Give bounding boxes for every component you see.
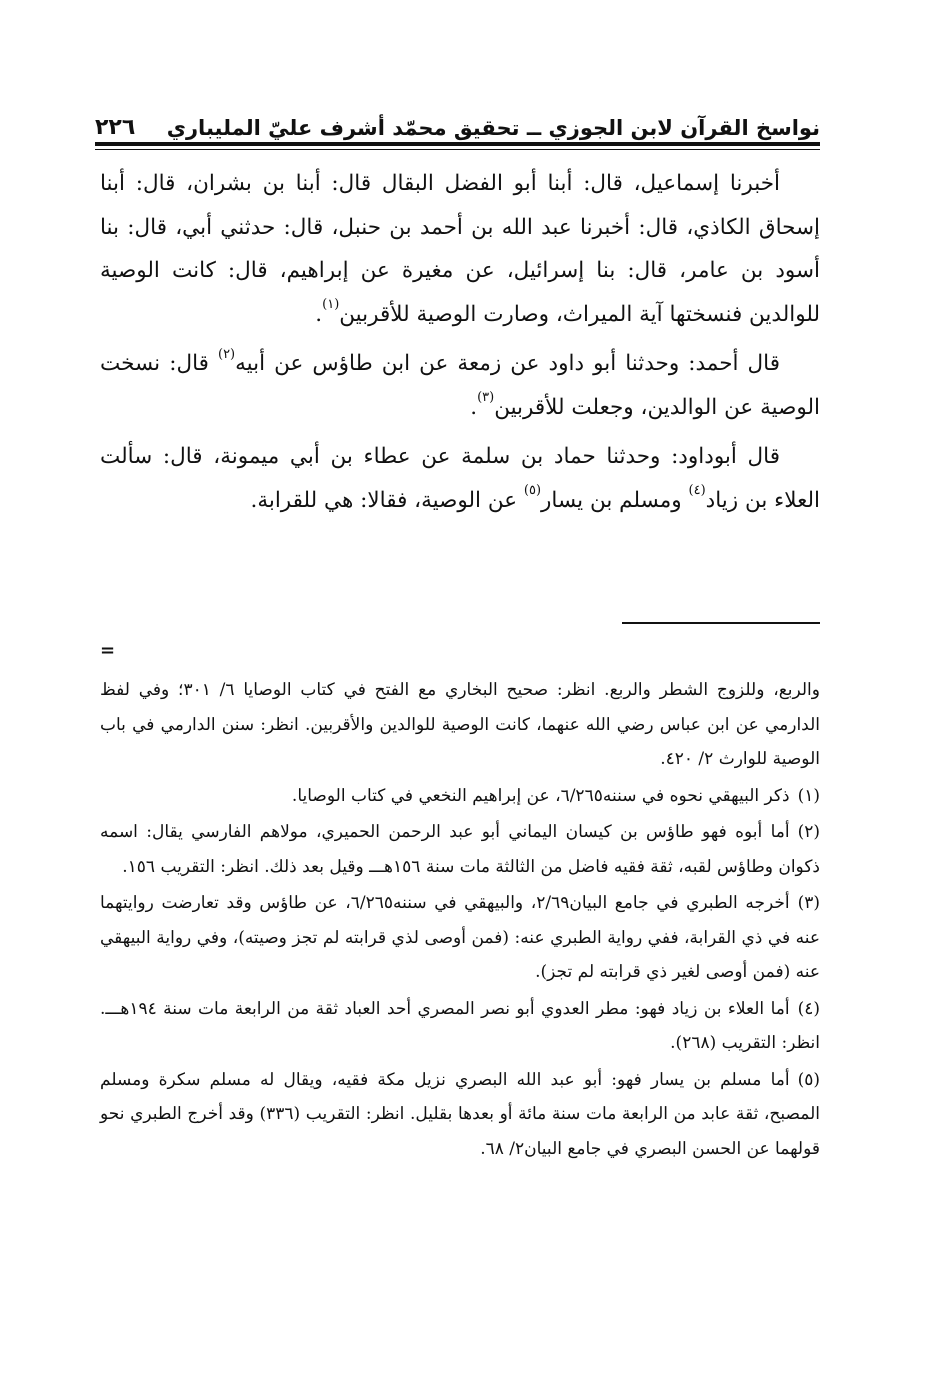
paragraph-text: قال أحمد: وحدثنا أبو داود عن زمعة عن ابن طاؤس عن أبيه bbox=[235, 351, 781, 376]
footnote-number: (٣) bbox=[797, 893, 821, 913]
footnote-separator bbox=[622, 622, 820, 624]
paragraph bbox=[100, 162, 820, 336]
continuation-mark: = bbox=[100, 640, 116, 661]
footnote bbox=[100, 992, 820, 1061]
footnote-marker: (٣) bbox=[477, 390, 495, 406]
footnote-continuation: والربع، وللزوج الشطر والربع. انظر: صحيح البخاري مع الفتح في كتاب الوصايا ٦/ ٣٠١؛ وفي لفظ الدارمي عن ابن عباس رضي الله عنهما، كانت الوصية للوالدين والأقربين. انظر: سنن الدارمي في باب الوصية للوارث ٢/ ٤٢٠. bbox=[100, 680, 820, 769]
footnote-number: (٤) bbox=[797, 998, 820, 1019]
footnote-number: (٢) bbox=[797, 822, 820, 842]
footnote-number: (٥) bbox=[797, 1069, 820, 1090]
footnotes bbox=[100, 673, 820, 1166]
header-title: نواسخ القرآن لابن الجوزي ــ تحقيق محمّد أشرف عليّ المليباري bbox=[166, 116, 820, 140]
paragraph-text: قال أبوداود: وحدثنا حماد بن سلمة عن عطاء بن أبي ميمونة، قال: سألت العلاء بن زياد bbox=[100, 444, 820, 513]
footnote-text: أما مسلم بن يسار فهو: أبو عبد الله البصري نزيل مكة فقيه، ويقال له مسلم سكرة ومسلم المصبح، ثقة عابد من الرابعة مات سنة مائة أو بعدها بقليل. انظر: التقريب (٣٣٦) وقد أخرج الطبري نحو قولهما عن الحسن البصري في جامع البيان٢/ ٦٨. bbox=[100, 1069, 820, 1159]
paragraph-text: قال: نسخت الوصية عن الوالدين، وجعلت للأقربين bbox=[100, 351, 820, 420]
paragraph-text: . bbox=[315, 301, 323, 327]
paragraph-text: . bbox=[470, 394, 478, 420]
paragraph bbox=[100, 435, 820, 522]
running-header bbox=[95, 100, 820, 140]
paragraph-text: أخبرنا إسماعيل، قال: أبنا أبو الفضل البقال قال: أبنا بن بشران، قال: أبنا إسحاق الكاذي، قال: أخبرنا عبد الله بن أحمد بن حنبل، قال: حدثني أبي، قال: بنا أسود بن عامر، قال: بنا إسرائيل، عن مغيرة عن إبراهيم، قال: كانت الوصية للوالدين فنسختها آية الميراث، وصارت الوصية للأقربين bbox=[100, 171, 820, 327]
footnote-text: ذكر البيهقي نحوه في سننه٦/٢٦٥، عن إبراهيم النخعي في كتاب الوصايا. bbox=[291, 785, 790, 806]
footnote bbox=[100, 1063, 820, 1167]
paragraph-text: ومسلم بن يسار bbox=[541, 487, 689, 513]
footnote bbox=[100, 815, 820, 884]
footnote-marker: (٢) bbox=[217, 346, 236, 362]
footnote-marker: (٥) bbox=[523, 483, 542, 499]
footnote bbox=[100, 779, 820, 814]
footnote-number: (١) bbox=[797, 785, 820, 806]
header-rule-thick bbox=[95, 142, 820, 146]
footnote-text: أما أبوه فهو طاؤس بن كيسان اليماني أبو عبد الرحمن الحميري، مولاهم الفارسي يقال: اسمه ذكوان وطاؤس لقبه، ثقة فقيه فاضل من الثالثة مات سنة ١٥٦هـــ وقيل بعد ذلك. انظر: التقريب ١٥٦. bbox=[100, 822, 820, 877]
paragraph-text: عن الوصية، فقالا: هي للقرابة. bbox=[250, 487, 524, 513]
footnote-marker: (١) bbox=[322, 297, 340, 313]
footnote-marker: (٤) bbox=[688, 483, 706, 499]
page-number: ٢٢٦ bbox=[95, 115, 136, 140]
footnote-text: أخرجه الطبري في جامع البيان٢/٦٩، والبيهقي في سننه٦/٢٦٥، عن طاؤس وقد تعارضت روايتهما عنه في ذي القرابة، ففي رواية الطبري عنه: (فمن أوصى لذي قرابته لم تجز وصيته)، وفي رواية البيهقي عنه (فمن أوصى لغير ذي قرابته لم تجز). bbox=[100, 893, 820, 982]
footnote-text: أما العلاء بن زياد فهو: مطر العدوي أبو نصر المصري أحد العباد ثقة من الرابعة مات سنة ١٩٤هـــ. انظر: التقريب (٢٦٨). bbox=[100, 998, 820, 1053]
paragraph bbox=[100, 342, 820, 429]
footnote bbox=[100, 886, 820, 990]
header-rule-thin bbox=[95, 149, 820, 150]
main-text bbox=[100, 162, 820, 522]
